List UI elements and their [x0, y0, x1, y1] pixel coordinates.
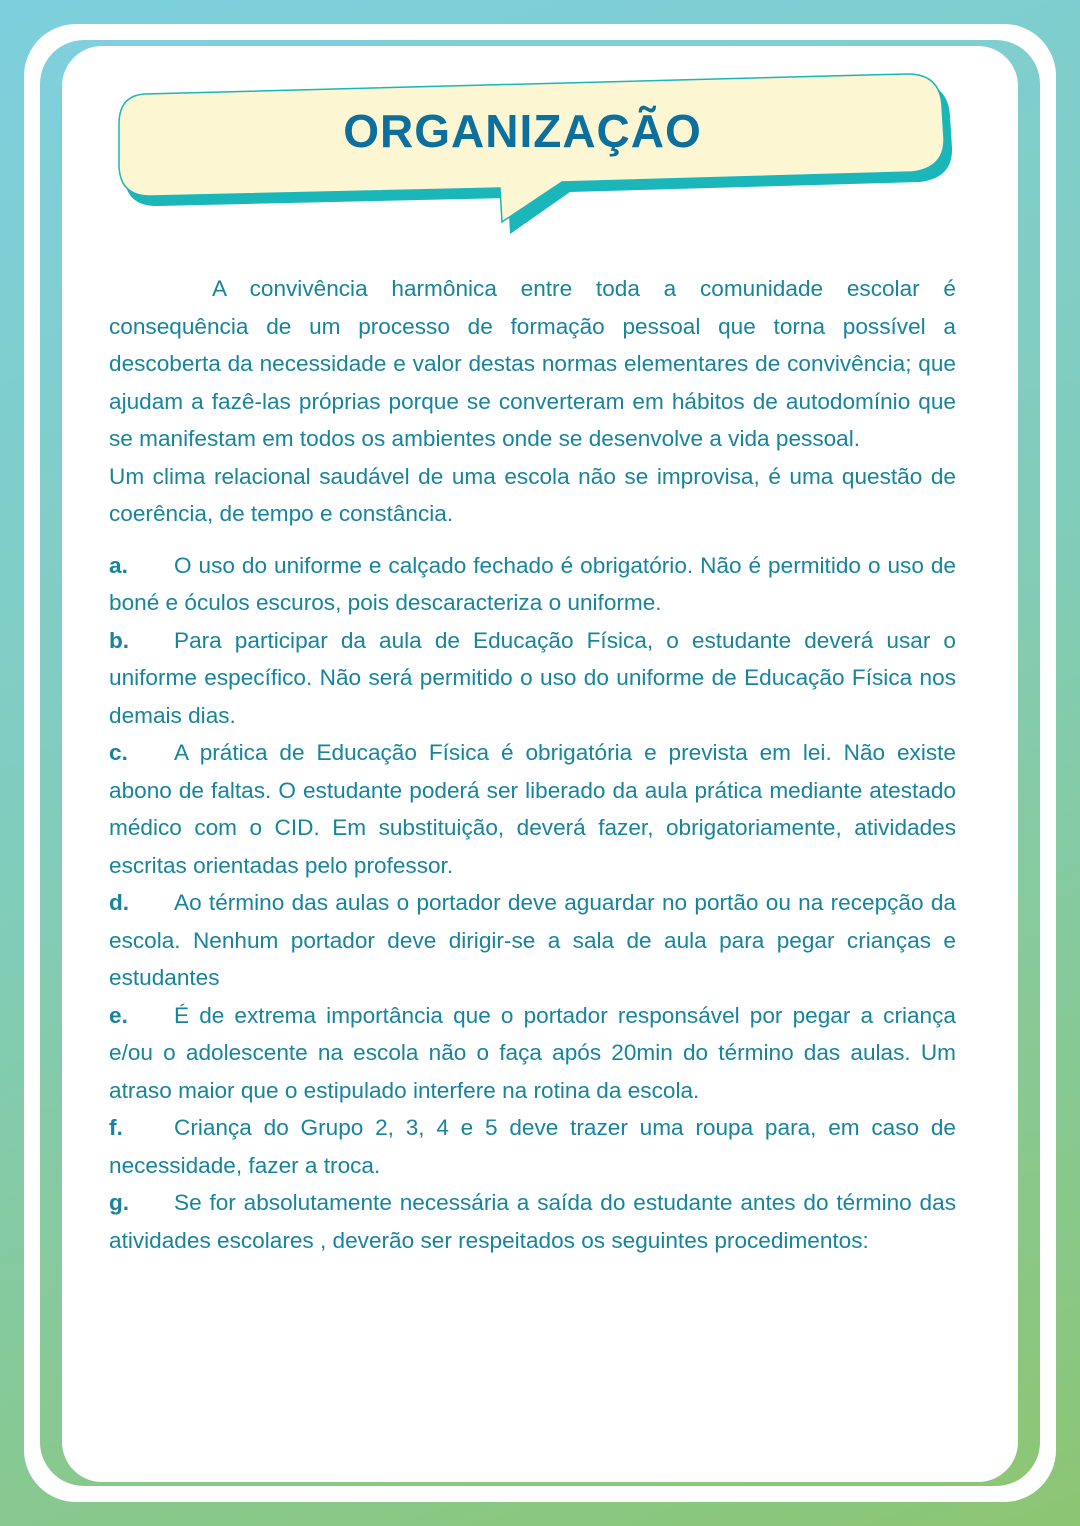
rule-letter: g.: [109, 1190, 130, 1215]
rule-text: Ao término das aulas o portador deve aguardar no portão ou na recepção da escola. Nenhum portador deve dirigir-se a sala de aula para pegar crianças e estudantes: [109, 890, 956, 990]
rule-letter: b.: [109, 627, 130, 653]
rule-text: O uso do uniforme e calçado fechado é obrigatório. Não é permitido o uso de boné e óculos escuros, pois descaracteriza o uniforme.: [109, 552, 956, 615]
rule-letter: e.: [109, 1002, 128, 1028]
rule-letter: d.: [109, 890, 130, 915]
page-title: ORGANIZAÇÃO: [343, 105, 702, 157]
rule-text: É de extrema importância que o portador responsável por pegar a criança e/ou o adolescente na escola não o faça após 20min do término das aulas. Um atraso maior que o estipulado interfere na rotina da escola.: [109, 1002, 956, 1103]
rule-letter: a.: [109, 552, 128, 578]
rule-text: Para participar da aula de Educação Física, o estudante deverá usar o uniforme específico. Não será permitido o uso do uniforme de Educação Física nos demais dias.: [109, 627, 956, 728]
rule-item-d: [109, 884, 956, 997]
rule-text: A prática de Educação Física é obrigatória e prevista em lei. Não existe abono de faltas. O estudante poderá ser liberado da aula prática mediante atestado médico com o CID. Em substituição, deverá fazer, obrigatoriamente, atividades escritas orientadas pelo professor.: [109, 740, 956, 878]
rule-letter: c.: [109, 740, 128, 765]
rule-item-a: [109, 547, 956, 622]
rule-item-b: [109, 622, 956, 735]
rules-list: [109, 547, 956, 1260]
rule-text: Se for absolutamente necessária a saída do estudante antes do término das atividades escolares , deverão ser respeitados os seguintes procedimentos:: [109, 1190, 956, 1253]
rule-item-e: [109, 997, 956, 1110]
rule-letter: f.: [109, 1115, 123, 1140]
rule-item-g: [109, 1184, 956, 1259]
rule-text: Criança do Grupo 2, 3, 4 e 5 deve trazer uma roupa para, em caso de necessidade, fazer a troca.: [109, 1115, 956, 1178]
rule-item-f: [109, 1109, 956, 1184]
intro-paragraph-1: A convivência harmônica entre toda a comunidade escolar é consequência de um processo de formação pessoal que torna possível a descoberta da necessidade e valor destas normas elementares de convivência; que ajudam a fazê-las próprias porque se converteram em hábitos de autodomínio que se manifestam em todos os ambientes onde se desenvolve a vida pessoal.: [109, 276, 956, 451]
intro-paragraph-2: Um clima relacional saudável de uma escola não se improvisa, é uma questão de coerência, de tempo e constância.: [109, 463, 956, 526]
main-content: [109, 270, 956, 1259]
rule-item-c: [109, 734, 956, 884]
